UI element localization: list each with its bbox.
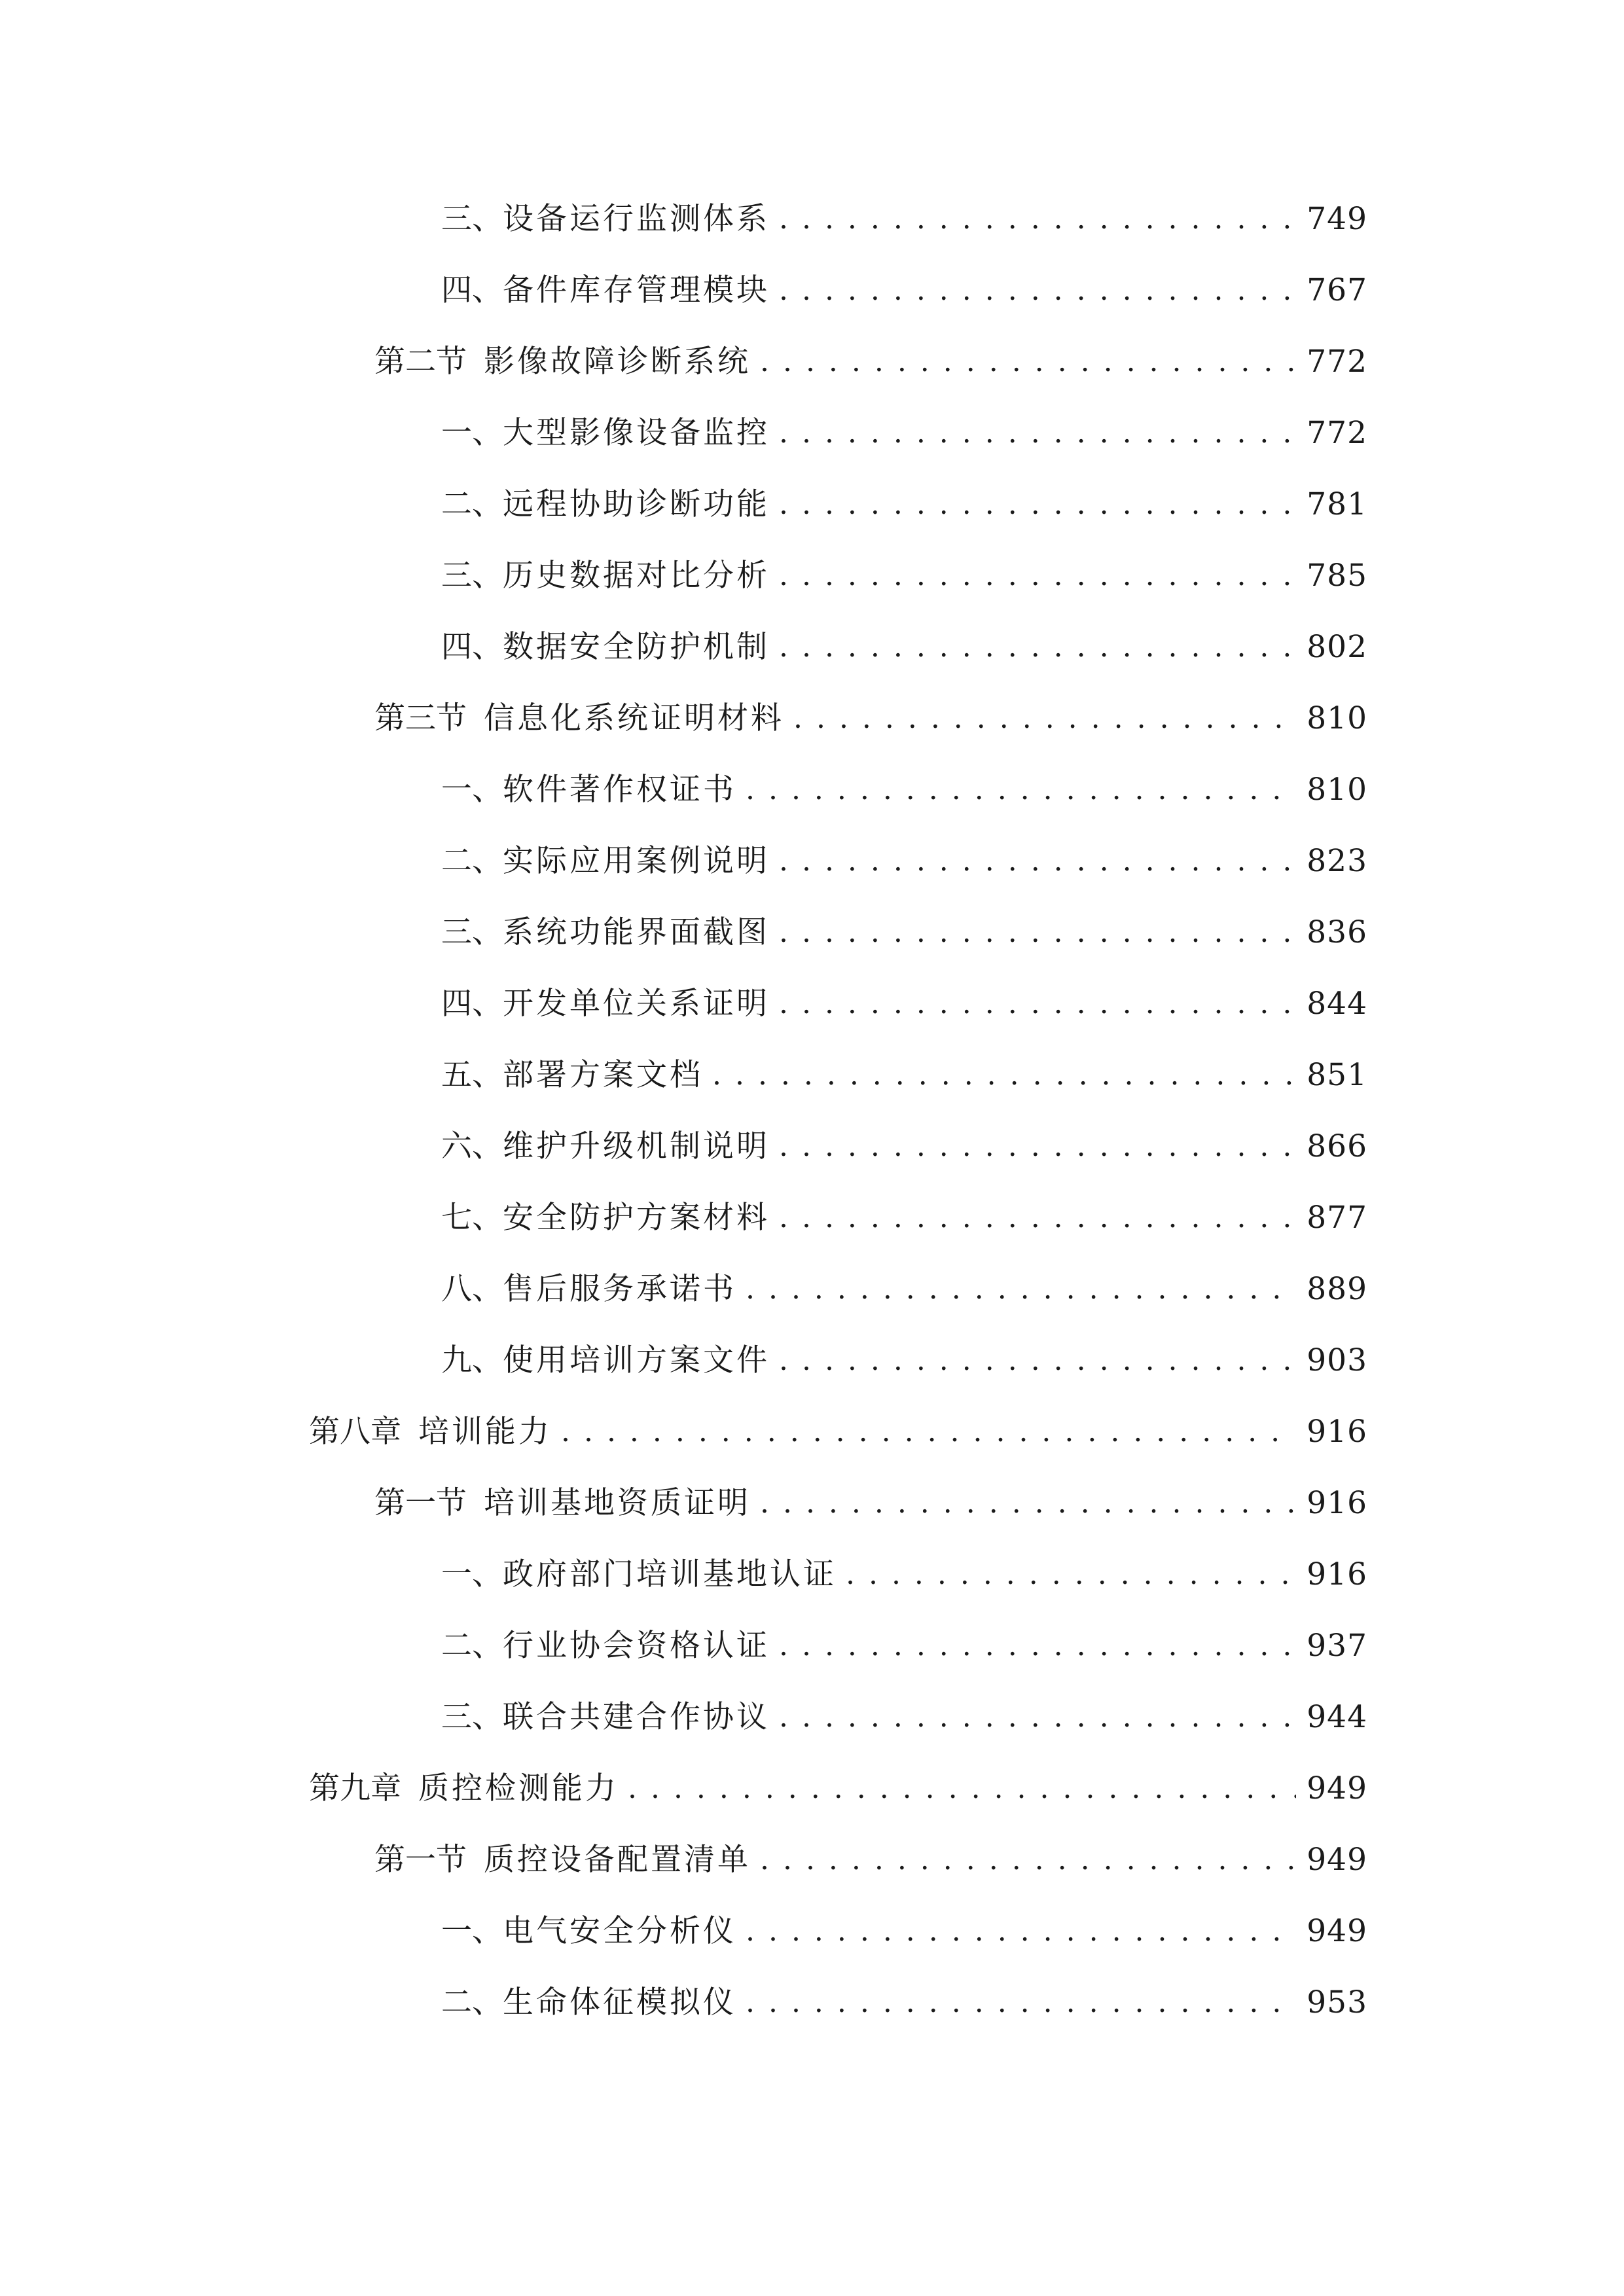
toc-entry[interactable] [309, 1763, 1367, 1815]
entry-number: 一、 [441, 772, 503, 808]
entry-number: 三、 [441, 914, 503, 950]
toc-entry[interactable] [441, 1049, 1367, 1102]
entry-number: 第八章 [309, 1414, 401, 1450]
entry-number: 三、 [441, 558, 503, 594]
entry-page-number: 949 [1307, 1842, 1367, 1878]
entry-page-number: 810 [1307, 772, 1367, 808]
entry-title: 影像故障诊断系统 [484, 344, 751, 380]
dot-leader [779, 621, 1296, 673]
toc-entry[interactable] [441, 1977, 1367, 2029]
entry-page-number: 949 [1307, 1770, 1367, 1806]
entry-page-number: 810 [1307, 700, 1367, 736]
entry-page-number: 802 [1307, 629, 1367, 665]
entry-title: 培训能力 [418, 1414, 552, 1450]
entry-number: 第一节 [374, 1485, 467, 1521]
entry-page-number: 772 [1307, 344, 1367, 380]
entry-number: 二、 [441, 486, 503, 522]
entry-number: 五、 [441, 1057, 503, 1093]
entry-title: 远程协助诊断功能 [503, 486, 770, 522]
toc-entry[interactable] [374, 336, 1367, 388]
toc-entry[interactable] [441, 264, 1367, 317]
entry-page-number: 844 [1307, 986, 1367, 1022]
entry-number: 一、 [441, 415, 503, 451]
entry-number: 三、 [441, 1699, 503, 1735]
entry-page-number: 785 [1307, 558, 1367, 594]
dot-leader [779, 264, 1296, 317]
entry-title: 培训基地资质证明 [484, 1485, 751, 1521]
entry-title: 开发单位关系证明 [503, 986, 770, 1022]
entry-page-number: 916 [1307, 1414, 1367, 1450]
entry-title: 数据安全防护机制 [503, 629, 770, 665]
entry-title: 质控检测能力 [418, 1770, 619, 1806]
entry-page-number: 823 [1307, 843, 1367, 879]
entry-title: 安全防护方案材料 [503, 1200, 770, 1236]
toc-entry[interactable] [441, 1263, 1367, 1316]
entry-number: 一、 [441, 1913, 503, 1949]
entry-number: 第三节 [374, 700, 467, 736]
entry-title: 联合共建合作协议 [503, 1699, 770, 1735]
dot-leader [779, 550, 1296, 602]
toc-entry[interactable] [441, 193, 1367, 245]
entry-number: 六、 [441, 1128, 503, 1164]
entry-title: 政府部门培训基地认证 [503, 1556, 837, 1592]
toc-entry[interactable] [309, 1406, 1367, 1458]
dot-leader [628, 1763, 1296, 1815]
entry-page-number: 767 [1307, 272, 1367, 308]
dot-leader [561, 1406, 1296, 1458]
entry-page-number: 877 [1307, 1200, 1367, 1236]
dot-leader [779, 1691, 1296, 1744]
dot-leader [779, 1121, 1296, 1173]
entry-number: 一、 [441, 1556, 503, 1592]
entry-title: 行业协会资格认证 [503, 1628, 770, 1664]
entry-page-number: 889 [1307, 1271, 1367, 1307]
entry-page-number: 772 [1307, 415, 1367, 451]
entry-number: 二、 [441, 1984, 503, 2020]
entry-page-number: 749 [1307, 201, 1367, 237]
dot-leader [746, 764, 1296, 816]
toc-entry[interactable] [441, 1620, 1367, 1672]
entry-number: 二、 [441, 1628, 503, 1664]
entry-number: 第二节 [374, 344, 467, 380]
entry-title: 售后服务承诺书 [503, 1271, 736, 1307]
entry-title: 实际应用案例说明 [503, 843, 770, 879]
entry-page-number: 949 [1307, 1913, 1367, 1949]
entry-page-number: 851 [1307, 1057, 1367, 1093]
toc-entry[interactable] [441, 1905, 1367, 1958]
toc-entry[interactable] [441, 835, 1367, 888]
toc-entry[interactable] [441, 621, 1367, 673]
entry-number: 四、 [441, 272, 503, 308]
toc-entry[interactable] [441, 1549, 1367, 1601]
toc-entry[interactable] [441, 478, 1367, 531]
entry-title: 信息化系统证明材料 [484, 700, 784, 736]
dot-leader [760, 1834, 1296, 1886]
entry-title: 历史数据对比分析 [503, 558, 770, 594]
dot-leader [779, 1192, 1296, 1244]
entry-title: 生命体征模拟仪 [503, 1984, 736, 2020]
toc-entry[interactable] [441, 407, 1367, 459]
entry-title: 部署方案文档 [503, 1057, 703, 1093]
dot-leader [779, 478, 1296, 531]
entry-title: 系统功能界面截图 [503, 914, 770, 950]
entry-page-number: 781 [1307, 486, 1367, 522]
entry-number: 第九章 [309, 1770, 401, 1806]
entry-page-number: 916 [1307, 1485, 1367, 1521]
dot-leader [760, 336, 1296, 388]
entry-title: 备件库存管理模块 [503, 272, 770, 308]
toc-entry[interactable] [374, 1477, 1367, 1530]
entry-title: 设备运行监测体系 [503, 201, 770, 237]
entry-title: 软件著作权证书 [503, 772, 736, 808]
dot-leader [746, 1263, 1296, 1316]
toc-entry[interactable] [441, 1691, 1367, 1744]
entry-page-number: 866 [1307, 1128, 1367, 1164]
entry-title: 大型影像设备监控 [503, 415, 770, 451]
dot-leader [712, 1049, 1296, 1102]
dot-leader [846, 1549, 1296, 1601]
entry-title: 维护升级机制说明 [503, 1128, 770, 1164]
entry-page-number: 916 [1307, 1556, 1367, 1592]
toc-entry[interactable] [441, 1121, 1367, 1173]
dot-leader [793, 692, 1296, 745]
dot-leader [779, 978, 1296, 1030]
toc-entry[interactable] [374, 1834, 1367, 1886]
dot-leader [760, 1477, 1296, 1530]
dot-leader [779, 835, 1296, 888]
entry-number: 四、 [441, 986, 503, 1022]
dot-leader [779, 1335, 1296, 1387]
entry-number: 三、 [441, 201, 503, 237]
entry-page-number: 903 [1307, 1342, 1367, 1378]
entry-page-number: 953 [1307, 1984, 1367, 2020]
toc-entry[interactable] [441, 1192, 1367, 1244]
entry-page-number: 836 [1307, 914, 1367, 950]
entry-title: 电气安全分析仪 [503, 1913, 736, 1949]
entry-number: 第一节 [374, 1842, 467, 1878]
toc-entry[interactable] [441, 906, 1367, 959]
dot-leader [779, 407, 1296, 459]
dot-leader [779, 906, 1296, 959]
dot-leader [746, 1905, 1296, 1958]
dot-leader [779, 1620, 1296, 1672]
entry-page-number: 937 [1307, 1628, 1367, 1664]
entry-number: 四、 [441, 629, 503, 665]
entry-title: 质控设备配置清单 [484, 1842, 751, 1878]
toc-entry[interactable] [441, 550, 1367, 602]
entry-number: 七、 [441, 1200, 503, 1236]
entry-number: 九、 [441, 1342, 503, 1378]
toc-entry[interactable] [374, 692, 1367, 745]
toc-entry[interactable] [441, 1335, 1367, 1387]
dot-leader [746, 1977, 1296, 2029]
entry-title: 使用培训方案文件 [503, 1342, 770, 1378]
dot-leader [779, 193, 1296, 245]
toc-entry[interactable] [441, 764, 1367, 816]
toc-entry[interactable] [441, 978, 1367, 1030]
entry-number: 八、 [441, 1271, 503, 1307]
entry-number: 二、 [441, 843, 503, 879]
entry-page-number: 944 [1307, 1699, 1367, 1735]
